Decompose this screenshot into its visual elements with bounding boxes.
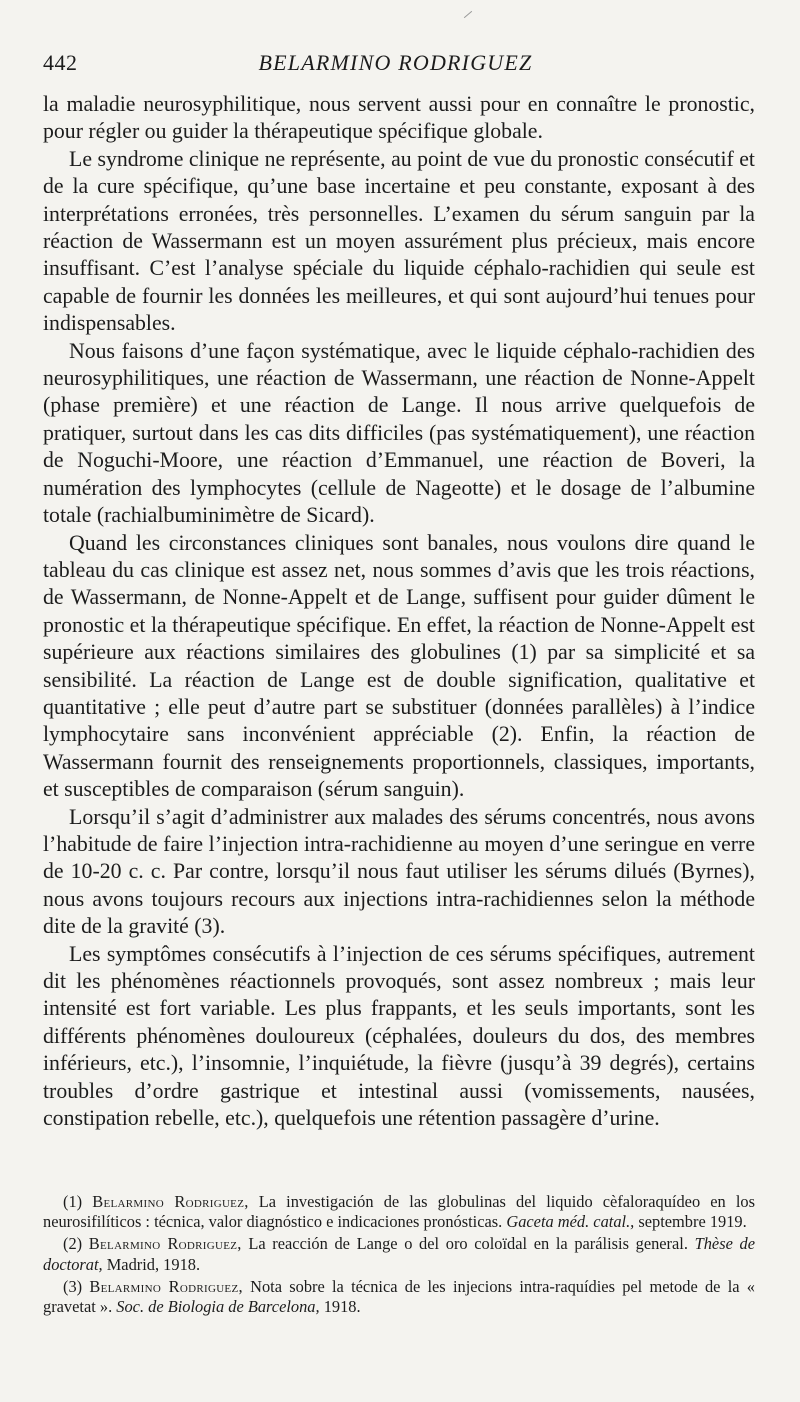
footnote-author: Belarmino Rodriguez, xyxy=(92,1192,249,1211)
footnote-marker: (2) xyxy=(63,1234,83,1254)
footnote-tail: Madrid, 1918. xyxy=(102,1254,201,1274)
footnote-tail: 1918. xyxy=(319,1297,361,1317)
paragraph: la maladie neurosyphilitique, nous servent aussi pour en connaître le pronostic, pour régler ou guider la thérapeutique spécifique globale. xyxy=(43,92,755,144)
footnote-marker: (1) xyxy=(63,1192,83,1211)
footnote xyxy=(43,1234,755,1274)
footnote xyxy=(43,1192,755,1232)
page-header xyxy=(43,50,748,86)
paragraph: Lorsqu’il s’agit d’administrer aux malades des sérums concentrés, nous avons l’habitude de faire l’injection intra-rachidienne au moyen d’une seringue en verre de 10-20 c. c. Par contre, lorsqu’il nous faut utiliser les sérums dilués (Byrnes), nous avons toujours recours aux injections intra-rachidiennes selon la méthode dite de la gravité (3). xyxy=(43,804,755,939)
stray-mark xyxy=(464,11,472,18)
paragraph: Quand les circonstances cliniques sont banales, nous voulons dire quand le tableau du cas clinique est assez net, nous sommes d’avis que les trois réactions, de Wassermann, de Nonne-Appelt et de Lange, suffisent pour guider dûment le pronostic et la thérapeutique spécifique. En effet, la réaction de Nonne-Appelt est supérieure aux réactions similaires des globulines (1) par sa simplicité et sa sensibilité. La réaction de Lange est de double signification, qualitative et quantitative ; elle peut d’autre part se substituer (données parallèles) à l’indice lymphocytaire sans inconvénient appréciable (2). Enfin, la réaction de Wassermann fournit des renseignements proportionnels, classiques, importants, et susceptibles de comparaison (sérum sanguin). xyxy=(43,530,755,802)
footnote-tail: septembre 1919. xyxy=(634,1212,747,1232)
footnote-marker: (3) xyxy=(63,1276,83,1296)
footnote xyxy=(43,1277,755,1317)
footnote-journal: Gaceta méd. catal., xyxy=(506,1212,635,1232)
footnote-journal: Thèse de doctorat, xyxy=(43,1234,755,1274)
footnote-author: Belarmino Rodriguez, xyxy=(88,1234,242,1254)
footnote-text: Nota sobre la técnica de les injecions intra-raquídies pel metode de la « gravetat ». xyxy=(43,1276,755,1317)
footnote-text: La reacción de Lange o del oro coloïdal en la parálisis general. xyxy=(241,1234,695,1254)
paragraph: Le syndrome clinique ne représente, au point de vue du pronostic consécutif et de la cure spécifique, qu’une base incertaine et peu constante, exposant à des interprétations erronées, très personnelles. L’examen du sérum sanguin par la réaction de Wassermann est un moyen assurément plus précieux, mais encore insuffisant. C’est l’analyse spéciale du liquide céphalo-rachidien qui seule est capable de fournir les données les meilleures, et qui sont aujourd’hui tenues pour indispensables. xyxy=(43,146,755,336)
running-head: BELARMINO RODRIGUEZ xyxy=(258,50,533,75)
body-text xyxy=(43,91,755,1132)
page-number: 442 xyxy=(43,50,78,75)
paragraph: Les symptômes consécutifs à l’injection de ces sérums spécifiques, autrement dit les phénomènes réactionnels provoqués, sont assez nombreux ; mais leur intensité est fort variable. Les plus frappants, et les seuls importants, sont les différents phénomènes douloureux (céphalées, douleurs du dos, des membres inférieurs, etc.), l’insomnie, l’inquiétude, la fièvre (jusqu’à 39 degrés), certains troubles d’ordre gastrique et intestinal aussi (vomissements, nausées, constipation rebelle, etc.), quelquefois une rétention passagère d’urine. xyxy=(43,941,755,1131)
footnote-journal: Soc. de Biologia de Barcelona, xyxy=(116,1297,320,1317)
footnotes xyxy=(43,1192,755,1319)
paragraph: Nous faisons d’une façon systématique, avec le liquide céphalo-rachidien des neurosyphilitiques, une réaction de Wassermann, une réaction de Nonne-Appelt (phase première) et une réaction de Lange. Il nous arrive quelquefois de pratiquer, surtout dans les cas dits difficiles (pas systématiquement), une réaction de Noguchi-Moore, une réaction d’Emmanuel, une réaction de Boveri, la numération des lymphocytes (cellule de Nageotte) et le dosage de l’albumine totale (rachialbuminimètre de Sicard). xyxy=(43,338,755,528)
footnote-text: La investigación de las globulinas del liquido cèfaloraquídeo en los neurosifilíticos : técnica, valor diagnóstico e indicaciones pronósticas. xyxy=(43,1192,755,1232)
footnote-author: Belarmino Rodriguez, xyxy=(89,1276,243,1296)
